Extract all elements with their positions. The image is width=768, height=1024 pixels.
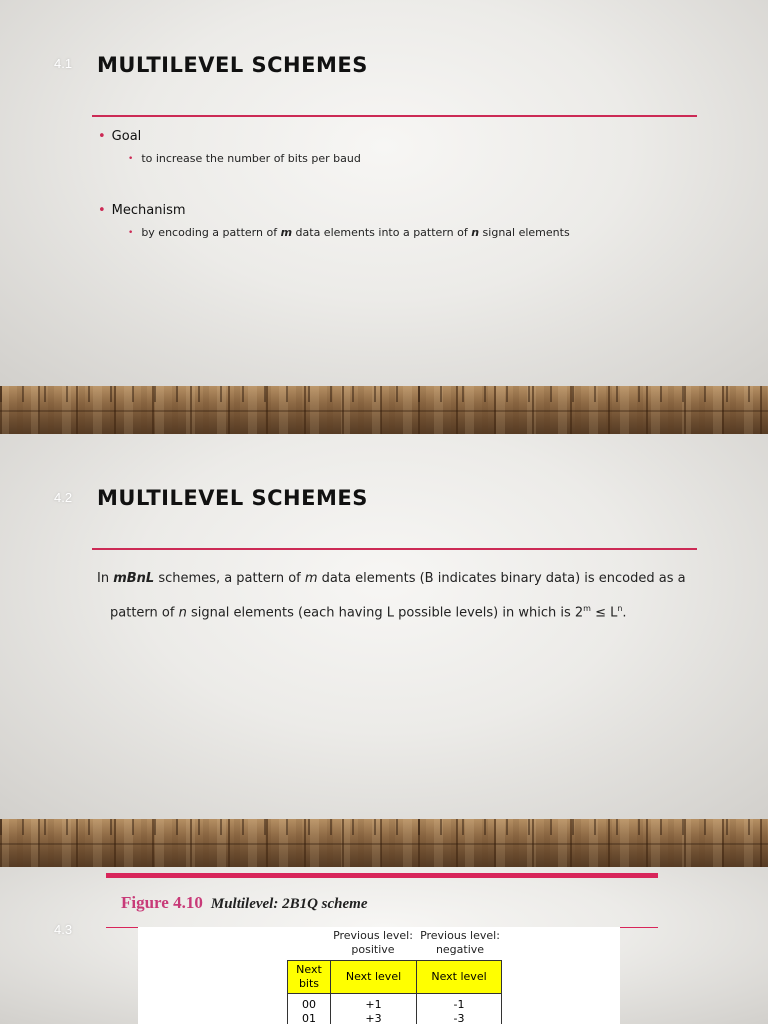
table-row — [288, 1012, 502, 1024]
sub-bullet-text-part: signal elements — [479, 226, 570, 239]
text-part: . — [622, 605, 627, 621]
bullet-goal — [98, 129, 141, 144]
header-next-bits: Next bits — [288, 961, 331, 994]
title-divider — [92, 548, 697, 550]
cell-level-positive: +1 — [331, 994, 417, 1013]
text-part: ≤ L — [590, 605, 618, 621]
slide-title: MULTILEVEL SCHEMES — [97, 53, 368, 77]
sub-bullet-text: to increase the number of bits per baud — [141, 152, 361, 165]
paragraph-line-2 — [97, 594, 687, 628]
mbnl-paragraph — [97, 564, 687, 628]
text-part: In — [97, 571, 114, 586]
bullet-icon: • — [98, 203, 106, 218]
variable-n: n — [178, 605, 187, 621]
superscript-m: m — [583, 604, 591, 613]
paragraph-line-1 — [97, 564, 687, 594]
bullet-icon: • — [98, 129, 106, 144]
cell-level-negative: -1 — [417, 994, 502, 1013]
prev-level-negative-header: Previous level: negative — [420, 929, 500, 956]
variable-m: m — [280, 226, 293, 239]
cell-level-positive: +3 — [331, 1012, 417, 1024]
sub-bullet-text-part: by encoding a pattern of — [141, 226, 281, 239]
cell-level-negative: -3 — [417, 1012, 502, 1024]
slide-number: 4.2 — [54, 490, 73, 505]
cell-bits: 01 — [288, 1012, 331, 1024]
text-part: data elements (B indicates binary data) is encoded as a — [317, 571, 686, 586]
slide-2 — [0, 434, 768, 819]
sub-bullet-text-part: data elements into a pattern of — [292, 226, 472, 239]
header-next-level-negative: Next level — [417, 961, 502, 994]
figure-rule-right — [620, 927, 658, 928]
term-mbnl: mBnL — [113, 571, 155, 586]
prev-level-positive-header: Previous level: positive — [333, 929, 413, 956]
wood-floor-2 — [0, 819, 768, 867]
figure-label: Figure 4.10 — [121, 893, 203, 912]
slide-1 — [0, 0, 768, 386]
wood-floor-1 — [0, 386, 768, 434]
cell-bits: 00 — [288, 994, 331, 1013]
bullet-label: Mechanism — [111, 203, 186, 218]
table-row — [288, 994, 502, 1013]
figure-title: Multilevel: 2B1Q scheme — [210, 896, 368, 912]
sub-bullet-goal — [128, 152, 361, 165]
variable-m: m — [304, 571, 318, 586]
slide-number: 4.3 — [54, 922, 73, 937]
text-part: schemes, a pattern of — [154, 571, 305, 586]
sub-bullet-mechanism — [128, 226, 570, 239]
bullet-mechanism — [98, 203, 186, 218]
slide-title: MULTILEVEL SCHEMES — [97, 486, 368, 510]
bullet-icon: • — [128, 154, 134, 164]
bullet-icon: • — [128, 228, 134, 238]
text-part: signal elements (each having L possible levels) in which is 2 — [186, 605, 584, 621]
bullet-label: Goal — [111, 129, 142, 144]
text-part: pattern of — [110, 605, 179, 621]
slide-number: 4.1 — [54, 56, 73, 71]
variable-n: n — [471, 226, 480, 239]
figure-caption — [121, 893, 368, 913]
superscript-n: n — [617, 604, 623, 613]
header-next-level-positive: Next level — [331, 961, 417, 994]
title-divider — [92, 115, 697, 117]
level-table — [287, 960, 502, 1024]
figure-rule-left — [106, 927, 138, 928]
figure-panel — [138, 927, 620, 1024]
table-header-row — [288, 961, 502, 994]
figure-top-bar — [106, 873, 658, 878]
